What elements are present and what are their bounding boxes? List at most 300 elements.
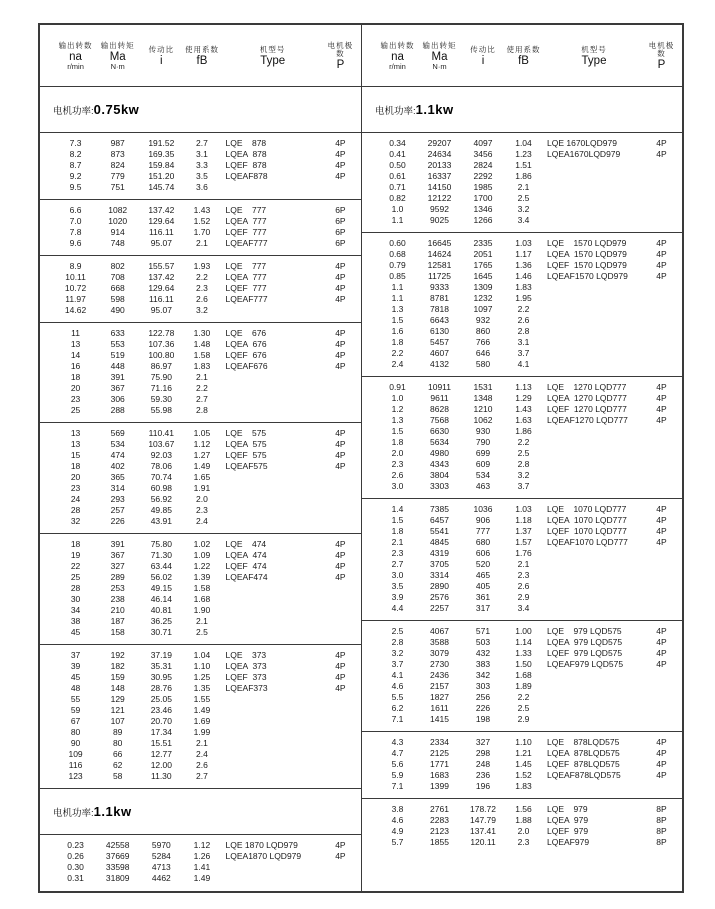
cell-na: 20 (70, 472, 81, 482)
cell-fb: 1.51 (515, 160, 532, 170)
data-block (40, 645, 361, 789)
cell-na: 30 (70, 594, 81, 604)
cell-p (645, 304, 678, 315)
table-row (362, 637, 682, 648)
cell-p: 4P (335, 840, 346, 850)
table-row (362, 515, 682, 526)
cell-ma: 6630 (430, 426, 449, 436)
header-symbol: na (391, 50, 404, 63)
cell-i: 3456 (473, 149, 493, 159)
cell-type: LQEA 878 (225, 149, 267, 159)
cell-ma: 3303 (430, 481, 449, 491)
cell-i: 503 (475, 637, 491, 647)
cell-i: 116.11 (148, 294, 174, 304)
cell-fb: 1.68 (515, 670, 532, 680)
cell-na: 0.50 (389, 160, 406, 170)
cell-na: 39 (70, 661, 81, 671)
cell-na: 0.31 (67, 873, 84, 883)
cell-na: 116 (68, 760, 83, 770)
cell-p (324, 405, 357, 416)
cell-fb: 1.09 (193, 550, 211, 560)
cell-na: 2.2 (391, 348, 404, 358)
table-row (362, 714, 682, 725)
cell-p (645, 781, 678, 792)
cell-na: 0.85 (389, 271, 406, 281)
data-block (362, 732, 682, 799)
cell-i: 248 (475, 759, 491, 769)
cell-i: 298 (475, 748, 491, 758)
cell-na: 15 (70, 450, 81, 460)
cell-type (222, 627, 324, 638)
table-row (362, 171, 682, 182)
cell-type: LQEAF979 LQD575 (547, 659, 624, 669)
cell-p (645, 315, 678, 326)
cell-p (324, 305, 357, 316)
cell-ma: 9592 (430, 204, 449, 214)
cell-p: 4P (656, 737, 667, 747)
cell-na: 9.5 (69, 182, 82, 192)
cell-p (645, 681, 678, 692)
cell-p (645, 581, 678, 592)
table-row (40, 361, 361, 372)
cell-p: 4P (656, 748, 667, 758)
cell-ma: 5457 (430, 337, 449, 347)
cell-ma: 210 (110, 605, 125, 615)
cell-type: LQEF 1070 LQD777 (547, 526, 627, 536)
cell-fb: 1.13 (515, 382, 532, 392)
cell-i: 59.30 (150, 394, 172, 404)
cell-p: 4P (335, 328, 346, 338)
cell-type: LQE 1570 LQD979 (547, 238, 627, 248)
cell-i: 145.74 (148, 182, 175, 192)
cell-type: LQEF 878LQD575 (547, 759, 620, 769)
cell-i: 606 (475, 548, 491, 558)
cell-i: 2292 (473, 171, 493, 181)
cell-na: 1.6 (391, 326, 404, 336)
cell-ma: 187 (110, 616, 125, 626)
cell-fb: 1.12 (193, 439, 211, 449)
cell-fb: 2.1 (517, 182, 530, 192)
cell-fb: 1.91 (193, 483, 211, 493)
cell-type: LQEA 373 (225, 661, 267, 671)
cell-ma: 1611 (430, 703, 449, 713)
cell-na: 6.6 (69, 205, 82, 215)
cell-na: 0.41 (389, 149, 406, 159)
table-row (40, 294, 361, 305)
table-row (40, 862, 361, 873)
cell-p (324, 394, 357, 405)
cell-fb: 2.9 (517, 592, 530, 602)
cell-ma: 708 (110, 272, 125, 282)
cell-i: 55.98 (150, 405, 172, 415)
cell-fb: 2.4 (196, 516, 208, 526)
data-block (40, 534, 361, 645)
cell-p (645, 193, 678, 204)
data-block (362, 233, 682, 377)
cell-type: LQEA 878LQD575 (547, 748, 620, 758)
cell-type: LQEF 474 (225, 561, 267, 571)
cell-type: LQE 1270 LQD777 (547, 382, 627, 392)
cell-ma: 2334 (430, 737, 449, 747)
cell-fb: 3.5 (196, 171, 208, 181)
cell-na: 1.4 (391, 504, 404, 514)
cell-fb: 1.63 (515, 415, 532, 425)
cell-i: 100.80 (148, 350, 175, 360)
data-block (40, 323, 361, 423)
spec-column-right (361, 25, 682, 891)
table-row (40, 561, 361, 572)
cell-p: 4P (656, 271, 667, 281)
cell-fb: 1.25 (193, 672, 211, 682)
cell-type: LQE 777 (225, 261, 267, 271)
table-row (362, 393, 682, 404)
table-row (362, 204, 682, 215)
data-block (362, 621, 682, 732)
cell-p (645, 592, 678, 603)
cell-ma: 3705 (430, 559, 449, 569)
cell-ma: 11725 (427, 271, 451, 281)
cell-fb: 2.0 (196, 494, 208, 504)
table-row (40, 328, 361, 339)
cell-type: LQEA1670LQD979 (547, 149, 621, 159)
cell-i: 95.07 (150, 238, 172, 248)
cell-na: 0.82 (389, 193, 406, 203)
data-block (362, 499, 682, 621)
cell-p (324, 760, 357, 771)
cell-i: 56.02 (150, 572, 172, 582)
cell-i: 4462 (151, 873, 171, 883)
cell-na: 18 (70, 539, 81, 549)
cell-ma: 306 (110, 394, 125, 404)
table-row (362, 681, 682, 692)
cell-fb: 2.3 (196, 505, 208, 515)
cell-type (543, 215, 645, 226)
cell-ma: 1827 (430, 692, 449, 702)
cell-fb: 1.88 (515, 815, 532, 825)
cell-i: 46.14 (150, 594, 172, 604)
cell-fb: 3.2 (196, 305, 208, 315)
cell-ma: 16645 (427, 238, 452, 248)
cell-fb: 1.05 (193, 428, 211, 438)
cell-p: 4P (656, 149, 667, 159)
cell-p: 4P (335, 851, 346, 861)
table-row (40, 572, 361, 583)
cell-type: LQEAF373 (225, 683, 268, 693)
cell-na: 8.7 (69, 160, 82, 170)
cell-type: LQEA1870 LQD979 (225, 851, 302, 861)
table-row (362, 238, 682, 249)
cell-fb: 1.46 (515, 271, 532, 281)
cell-type (543, 282, 645, 293)
cell-i: 116.11 (148, 227, 174, 237)
cell-ma: 1415 (430, 714, 449, 724)
cell-type (543, 359, 645, 370)
table-row (40, 616, 361, 627)
cell-ma: 1399 (430, 781, 449, 791)
cell-type (222, 760, 324, 771)
cell-ma: 2890 (430, 581, 449, 591)
table-row (362, 826, 682, 837)
cell-fb: 1.43 (515, 404, 532, 414)
cell-fb: 2.2 (517, 437, 530, 447)
power-section (40, 87, 361, 789)
cell-na: 9.2 (69, 171, 82, 181)
cell-type: LQE 1670LQD979 (547, 138, 617, 148)
cell-ma: 4319 (430, 548, 449, 558)
cell-i: 122.78 (148, 328, 175, 338)
cell-ma: 7385 (430, 504, 449, 514)
cell-na: 6.2 (391, 703, 404, 713)
cell-ma: 58 (112, 771, 123, 781)
power-section-header (40, 789, 361, 835)
cell-p (645, 548, 678, 559)
header-cell-ma (95, 42, 140, 71)
cell-p (645, 603, 678, 614)
cell-i: 646 (475, 348, 491, 358)
header-symbol: fB (196, 54, 208, 67)
cell-fb: 2.3 (196, 283, 208, 293)
cell-fb: 1.18 (515, 515, 532, 525)
header-cell-ma (417, 42, 462, 71)
cell-ma: 10911 (427, 382, 451, 392)
cell-fb: 2.5 (517, 703, 530, 713)
table-row (40, 749, 361, 760)
cell-p (645, 714, 678, 725)
table-row (362, 304, 682, 315)
cell-i: 178.72 (470, 804, 496, 814)
cell-type (543, 160, 645, 171)
cell-ma: 12581 (427, 260, 452, 270)
cell-i: 137.42 (148, 205, 175, 215)
table-row (40, 672, 361, 683)
cell-i: 71.30 (150, 550, 172, 560)
cell-type (543, 570, 645, 581)
cell-i: 327 (475, 737, 491, 747)
cell-na: 4.6 (391, 681, 404, 691)
cell-i: 75.80 (150, 539, 172, 549)
cell-na: 32 (70, 516, 81, 526)
cell-na: 25 (70, 572, 81, 582)
cell-type (543, 481, 645, 492)
cell-fb: 2.2 (196, 383, 208, 393)
cell-na: 0.26 (67, 851, 84, 861)
cell-ma: 192 (110, 650, 125, 660)
cell-type (222, 716, 324, 727)
cell-i: 361 (475, 592, 491, 602)
table-row (362, 337, 682, 348)
cell-fb: 1.10 (193, 661, 211, 671)
cell-i: 860 (475, 326, 491, 336)
table-row (40, 272, 361, 283)
cell-i: 5284 (151, 851, 171, 861)
table-row (362, 160, 682, 171)
spec-sheet (38, 23, 684, 893)
cell-fb: 1.49 (193, 873, 211, 883)
cell-ma: 5634 (430, 437, 449, 447)
cell-na: 45 (70, 627, 81, 637)
cell-ma: 751 (110, 182, 125, 192)
cell-ma: 402 (110, 461, 125, 471)
cell-fb: 1.50 (515, 659, 532, 669)
cell-type (222, 305, 324, 316)
cell-fb: 1.70 (193, 227, 211, 237)
cell-fb: 1.33 (515, 648, 532, 658)
cell-ma: 9333 (430, 282, 449, 292)
cell-p: 4P (335, 572, 346, 582)
header-cell-fb (182, 46, 221, 67)
header-label-zh: 机型号 (259, 45, 286, 55)
cell-na: 1.5 (391, 426, 404, 436)
cell-type: LQEA 1570 LQD979 (547, 249, 627, 259)
table-row (362, 459, 682, 470)
cell-type: LQE 878LQD575 (547, 737, 620, 747)
cell-fb: 1.43 (193, 205, 211, 215)
cell-type (222, 483, 324, 494)
cell-na: 90 (70, 738, 81, 748)
cell-na: 59 (70, 705, 81, 715)
cell-i: 17.34 (150, 727, 172, 737)
cell-fb: 1.57 (515, 537, 532, 547)
cell-na: 1.0 (391, 204, 404, 214)
cell-ma: 293 (110, 494, 125, 504)
table-row (362, 404, 682, 415)
cell-type (222, 383, 324, 394)
cell-type: LQEAF575 (225, 461, 268, 471)
table-row (40, 738, 361, 749)
cell-p: 4P (656, 626, 667, 636)
cell-p (645, 670, 678, 681)
cell-na: 25 (70, 405, 81, 415)
cell-ma: 29207 (427, 138, 452, 148)
cell-fb: 1.49 (193, 461, 211, 471)
cell-ma: 553 (110, 339, 125, 349)
cell-na: 0.91 (389, 382, 406, 392)
header-cell-na (56, 42, 95, 71)
cell-i: 342 (475, 670, 491, 680)
cell-p: 4P (656, 238, 667, 248)
cell-i: 40.81 (150, 605, 172, 615)
cell-na: 4.9 (391, 826, 404, 836)
cell-na: 1.2 (391, 404, 404, 414)
cell-fb: 1.29 (515, 393, 532, 403)
cell-p (645, 481, 678, 492)
cell-ma: 2123 (430, 826, 449, 836)
cell-fb: 1.68 (193, 594, 211, 604)
header-label-zh: 电机极数 (327, 41, 354, 58)
cell-ma: 314 (110, 483, 125, 493)
cell-type: LQEAF979 (547, 837, 590, 847)
cell-i: 1531 (473, 382, 493, 392)
cell-type (222, 583, 324, 594)
cell-fb: 2.6 (196, 294, 208, 304)
cell-p (324, 472, 357, 483)
cell-p: 4P (656, 382, 667, 392)
cell-na: 5.6 (391, 759, 404, 769)
cell-p: 4P (335, 650, 346, 660)
cell-na: 1.5 (391, 315, 404, 325)
table-row (40, 450, 361, 461)
cell-p (324, 505, 357, 516)
cell-fb: 4.1 (517, 359, 530, 369)
cell-p (645, 426, 678, 437)
cell-fb: 2.2 (517, 692, 530, 702)
cell-type (543, 448, 645, 459)
header-unit: N·m (110, 62, 125, 72)
header-symbol: Type (260, 54, 286, 67)
cell-fb: 2.8 (517, 459, 530, 469)
power-label: 电机功率: (53, 807, 94, 819)
cell-na: 28 (70, 583, 81, 593)
cell-ma: 33598 (105, 862, 130, 872)
header-cell-p (324, 42, 357, 71)
cell-p: 4P (335, 171, 346, 181)
cell-fb: 1.58 (193, 583, 211, 593)
table-row (40, 583, 361, 594)
cell-i: 60.98 (150, 483, 172, 493)
header-unit: r/min (67, 62, 84, 72)
cell-p (645, 293, 678, 304)
cell-i: 906 (475, 515, 491, 525)
table-row (40, 439, 361, 450)
cell-type (222, 616, 324, 627)
cell-ma: 534 (110, 439, 125, 449)
cell-type (222, 372, 324, 383)
cell-p (324, 483, 357, 494)
table-row (40, 683, 361, 694)
cell-i: 4097 (473, 138, 493, 148)
cell-p: 4P (335, 539, 346, 549)
cell-fb: 1.52 (515, 770, 532, 780)
cell-p (645, 692, 678, 703)
cell-ma: 5541 (430, 526, 449, 536)
cell-type: LQEAF1270 LQD777 (547, 415, 628, 425)
cell-i: 196 (475, 781, 491, 791)
cell-fb: 3.2 (517, 470, 530, 480)
cell-p (645, 570, 678, 581)
cell-i: 110.41 (148, 428, 175, 438)
cell-i: 15.51 (150, 738, 172, 748)
header-cell-na (378, 42, 417, 71)
cell-type: LQEAF878 (225, 171, 268, 181)
cell-type: LQEF 777 (225, 227, 267, 237)
cell-na: 0.23 (67, 840, 84, 850)
header-symbol: P (657, 58, 666, 71)
cell-na: 0.68 (389, 249, 406, 259)
cell-type: LQEAF878LQD575 (547, 770, 621, 780)
cell-p (645, 459, 678, 470)
cell-type (222, 738, 324, 749)
cell-ma: 66 (112, 749, 123, 759)
cell-ma: 7818 (430, 304, 449, 314)
cell-p (645, 282, 678, 293)
cell-fb: 1.10 (515, 737, 532, 747)
cell-na: 23 (70, 394, 81, 404)
cell-na: 5.7 (391, 837, 404, 847)
table-row (362, 326, 682, 337)
cell-type: LQEA 1070 LQD777 (547, 515, 627, 525)
cell-i: 11.30 (151, 771, 172, 781)
cell-na: 3.5 (391, 581, 404, 591)
data-block (40, 423, 361, 534)
table-row (362, 215, 682, 226)
table-row (40, 261, 361, 272)
cell-na: 3.0 (391, 570, 404, 580)
cell-type: LQEAF777 (225, 294, 268, 304)
table-header (362, 25, 682, 87)
cell-fb: 1.93 (193, 261, 211, 271)
cell-na: 1.5 (391, 515, 404, 525)
table-row (362, 537, 682, 548)
